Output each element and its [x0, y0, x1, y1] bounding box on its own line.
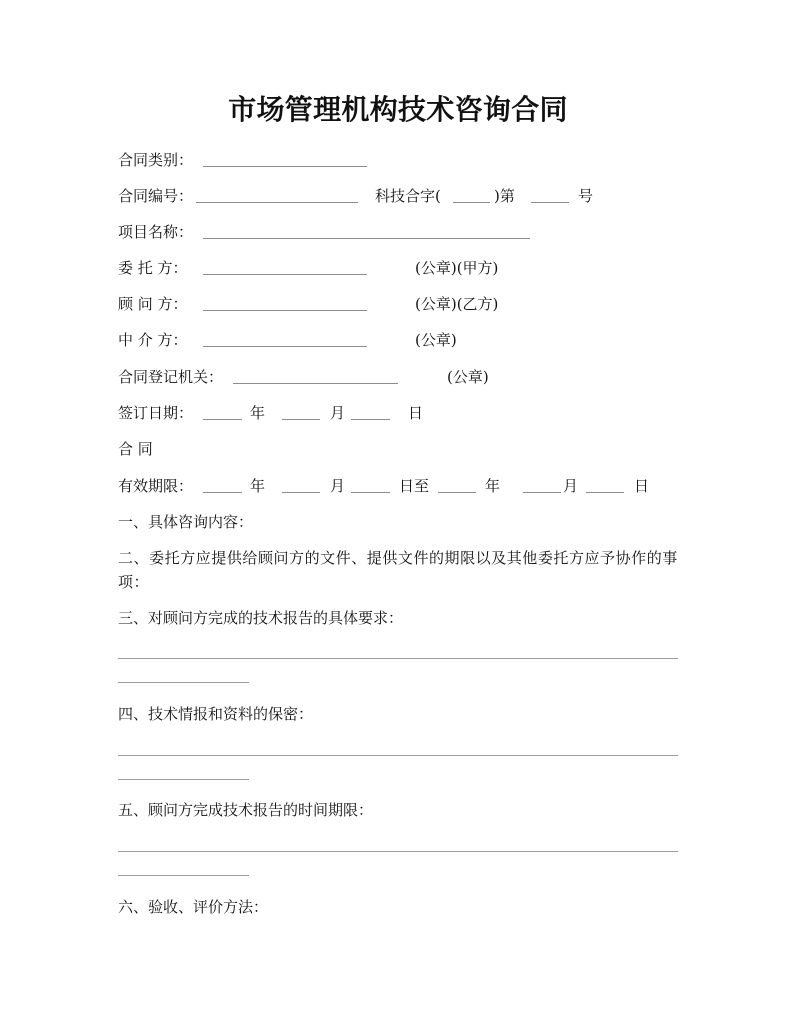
validity-label: 有效期限： — [118, 477, 194, 495]
section-3-answer-line-long — [118, 658, 678, 659]
signing-date-label: 签订日期： — [118, 404, 194, 422]
project-name-label: 项目名称： — [118, 223, 194, 241]
section-4-heading: 四、技术情报和资料的保密： — [118, 705, 314, 723]
section-3-answer-line-short — [118, 682, 249, 683]
intermediary-seal-note: (公章) — [415, 331, 457, 349]
client-label: 委 托 方： — [118, 259, 188, 277]
tech-contract-prefix: 科技合字( — [375, 187, 441, 205]
section-5-heading: 五、顾问方完成技术报告的时间期限： — [118, 801, 374, 819]
tech-contract-year-blank — [453, 186, 490, 203]
validity-start-year-unit: 年 — [250, 477, 266, 495]
validity-end-day-blank — [586, 476, 624, 493]
project-name-blank — [203, 222, 530, 239]
validity-row — [118, 476, 718, 496]
signing-day-unit: 日 — [408, 404, 424, 422]
contract-number-row — [118, 186, 718, 206]
tech-contract-serial-blank — [531, 186, 569, 203]
contract-category-label: 合同类别： — [118, 151, 194, 169]
registration-blank — [233, 367, 398, 384]
consultant-label: 顾 问 方： — [118, 295, 188, 313]
validity-start-year-blank — [203, 476, 242, 493]
project-name-row — [118, 222, 718, 242]
client-seal-note: (公章)(甲方) — [415, 259, 499, 277]
client-blank — [203, 258, 367, 275]
contract-category-blank — [203, 150, 367, 167]
registration-label: 合同登记机关： — [118, 368, 224, 386]
signing-year-blank — [203, 403, 242, 420]
section-6-heading: 六、验收、评价方法： — [118, 898, 269, 916]
signing-year-unit: 年 — [250, 404, 266, 422]
validity-start-day-blank — [351, 476, 390, 493]
section-3-heading: 三、对顾问方完成的技术报告的具体要求： — [118, 609, 404, 627]
registration-seal-note: (公章) — [447, 368, 489, 386]
consultant-seal-note: (公章)(乙方) — [415, 295, 499, 313]
signing-date-row — [118, 403, 718, 423]
document-title: 市场管理机构技术咨询合同 — [228, 93, 568, 126]
validity-end-day-unit: 日 — [634, 477, 650, 495]
section-4-answer-line-short — [118, 779, 249, 780]
section-5-answer-line-long — [118, 851, 678, 852]
contract-word: 合 同 — [118, 440, 153, 458]
intermediary-blank — [203, 330, 367, 347]
validity-end-month-blank — [523, 476, 561, 493]
contract-number-blank — [196, 186, 358, 203]
section-1-heading: 一、具体咨询内容： — [118, 513, 254, 531]
consultant-row — [118, 294, 718, 314]
tech-contract-mid: )第 — [494, 187, 515, 205]
signing-month-blank — [282, 403, 320, 420]
client-row — [118, 258, 718, 278]
validity-end-year-unit: 年 — [485, 477, 501, 495]
section-4-answer-line-long — [118, 755, 678, 756]
validity-end-month-unit: 月 — [563, 477, 579, 495]
intermediary-row — [118, 330, 718, 350]
validity-start-month-blank — [282, 476, 320, 493]
registration-row — [118, 367, 718, 387]
intermediary-label: 中 介 方： — [118, 331, 188, 349]
validity-end-year-blank — [438, 476, 476, 493]
validity-day-to: 日至 — [399, 477, 430, 495]
signing-month-unit: 月 — [330, 404, 346, 422]
section-5-answer-line-short — [118, 875, 249, 876]
consultant-blank — [203, 294, 367, 311]
contract-category-row — [118, 150, 718, 170]
tech-contract-end: 号 — [578, 187, 594, 205]
validity-start-month-unit: 月 — [330, 477, 346, 495]
signing-day-blank — [351, 403, 390, 420]
contract-number-label: 合同编号： — [118, 187, 194, 205]
contract-word-row — [118, 439, 718, 459]
section-2-heading: 二、委托方应提供给顾问方的文件、提供文件的期限以及其他委托方应予协作的事项： — [118, 549, 678, 591]
